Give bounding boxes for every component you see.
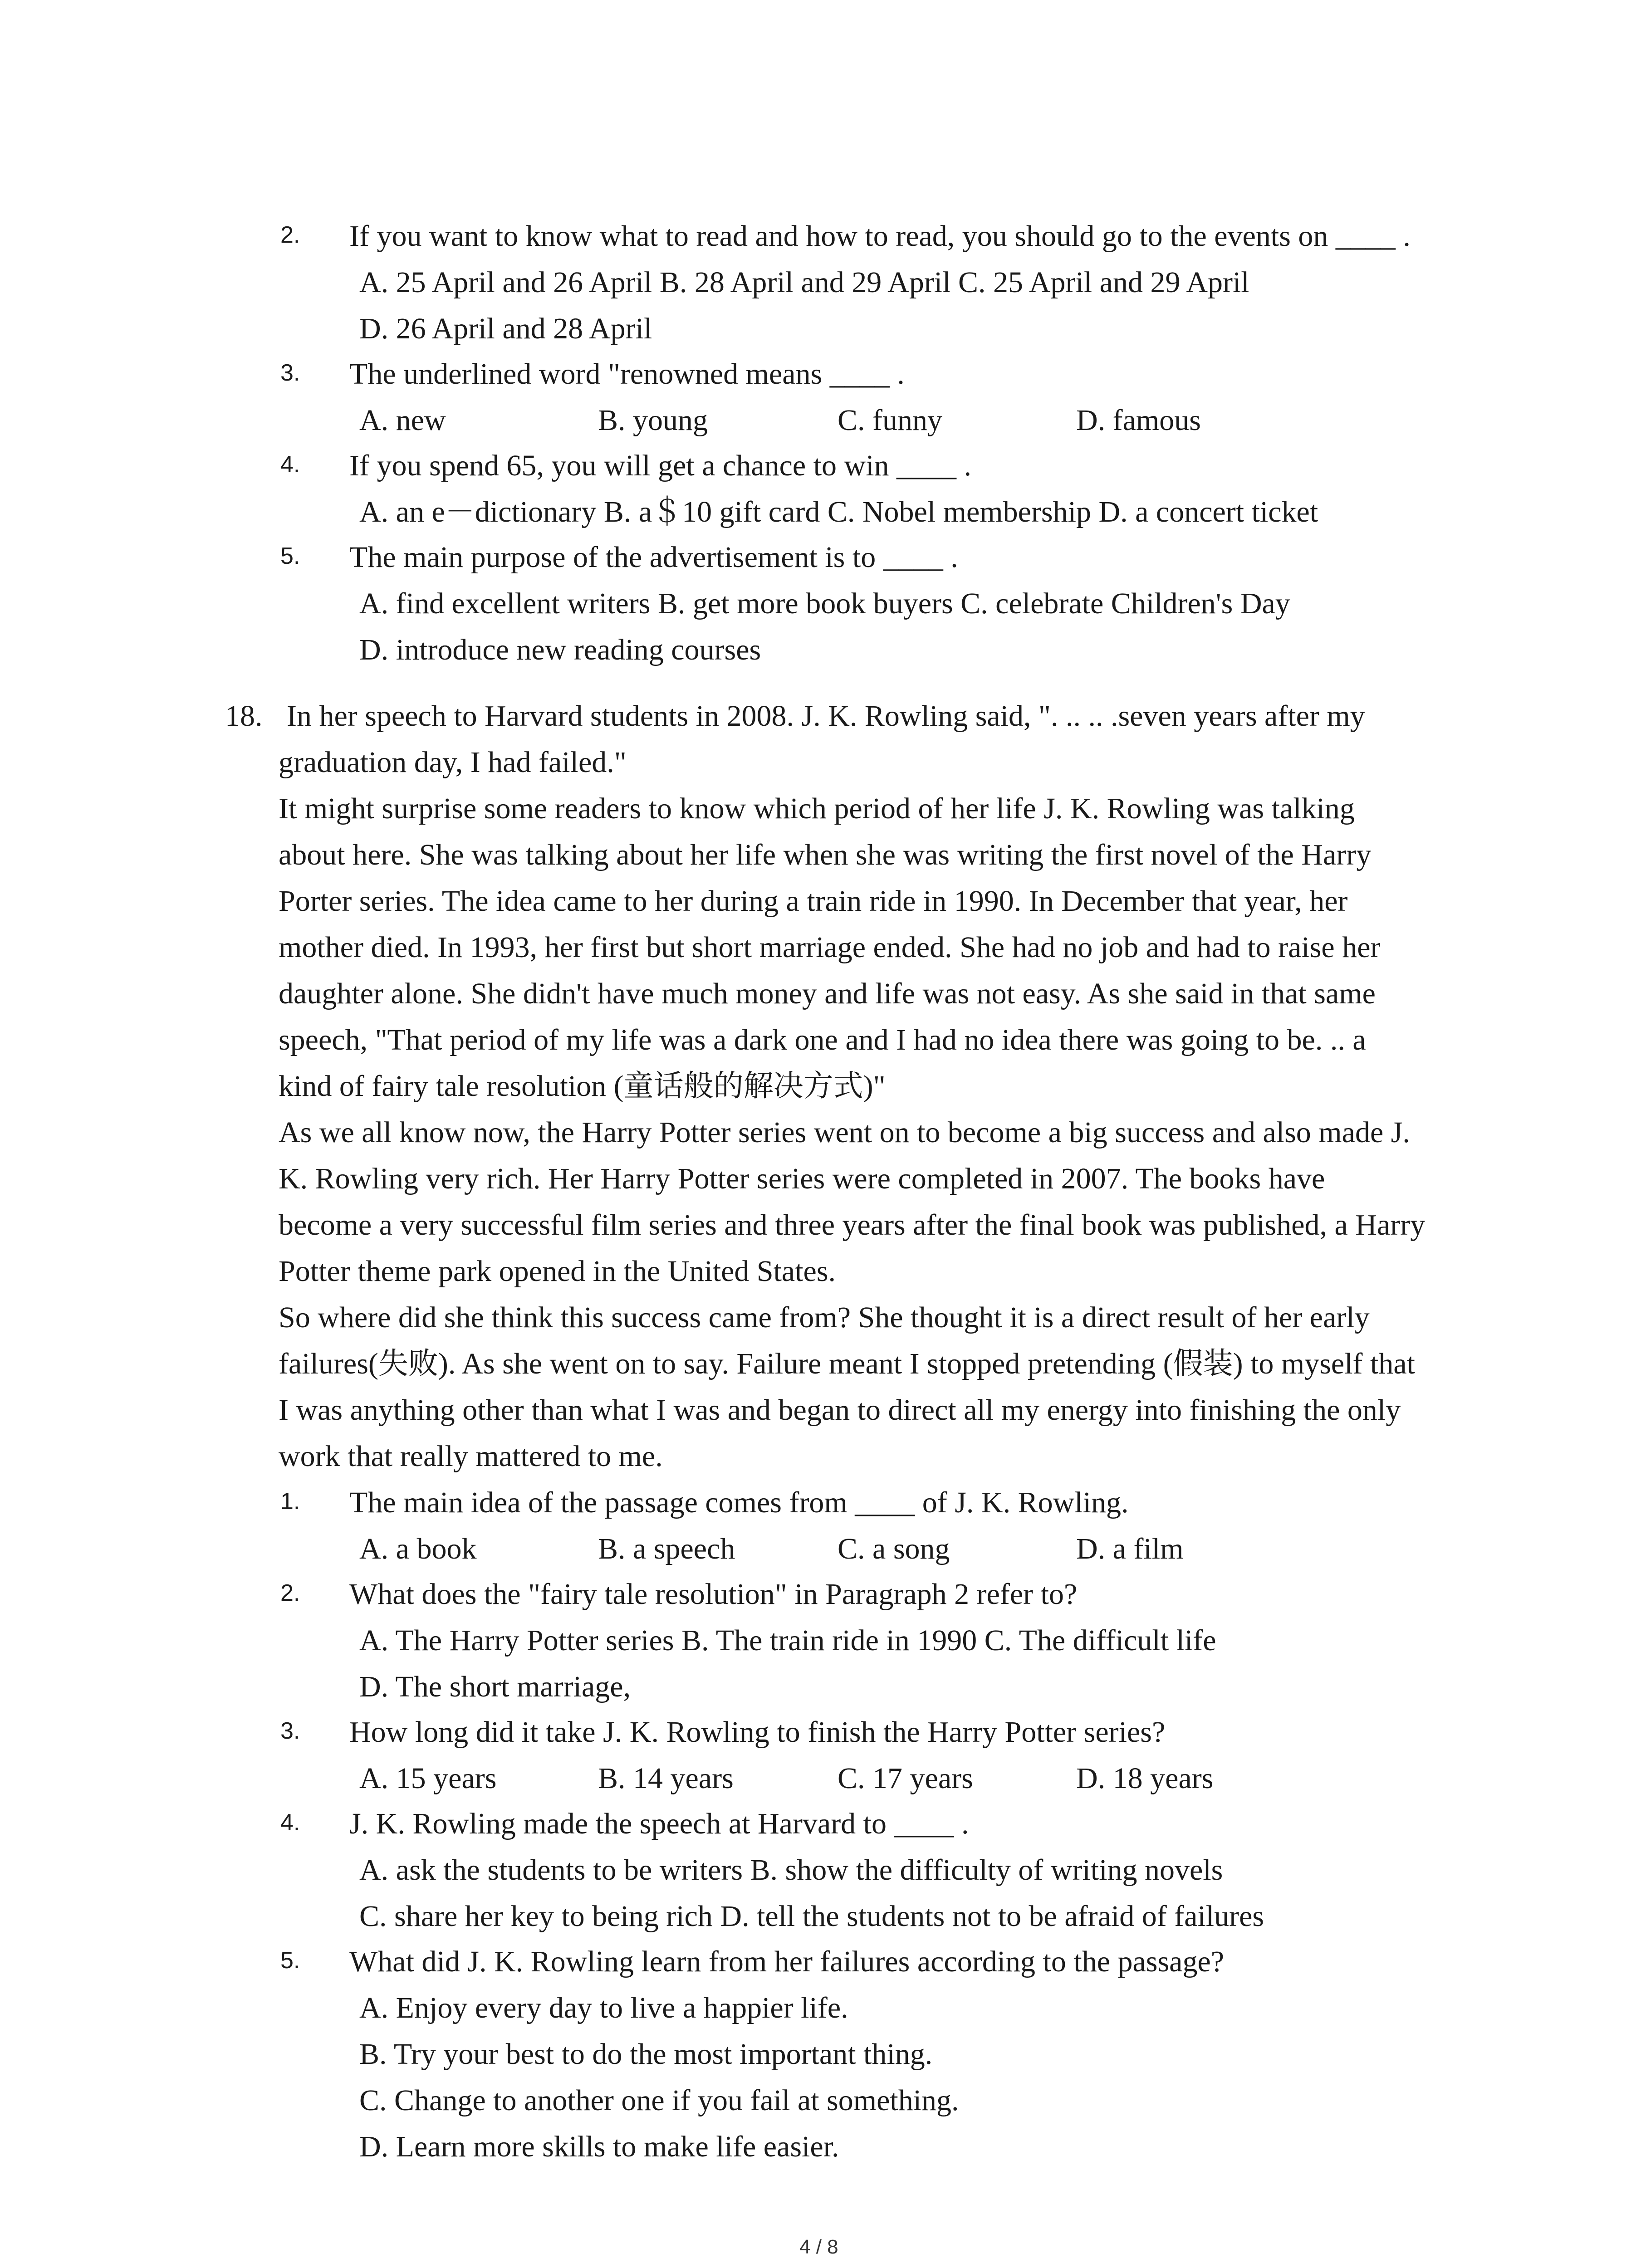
q18-4-number: 4. [280, 1809, 300, 1836]
q18-3-option-d: D. 18 years [1076, 1762, 1214, 1795]
q17-2-options-line2: D. 26 April and 28 April [359, 312, 652, 345]
q18-3-stem: How long did it take J. K. Rowling to finish the Harry Potter series? [349, 1716, 1166, 1749]
passage-line: In her speech to Harvard students in 2008. J. K. Rowling said, ". .. .. .seven years after my [287, 699, 1365, 733]
q17-4-stem: If you spend 65, you will get a chance to win ____ . [349, 449, 972, 482]
passage-line: speech, "That period of my life was a dark one and I had no idea there was going to be. .. a [279, 1023, 1366, 1056]
q17-2-options-line1: A. 25 April and 26 April B. 28 April and 29 April C. 25 April and 29 April [359, 266, 1249, 299]
page-number: 4 / 8 [799, 2236, 838, 2258]
q17-4-options-line1: A. an e－dictionary B. a＄10 gift card C. Nobel membership D. a concert ticket [359, 495, 1318, 528]
q18-5-stem: What did J. K. Rowling learn from her failures according to the passage? [349, 1945, 1225, 1978]
passage-line: kind of fairy tale resolution (童话般的解决方式)" [279, 1070, 886, 1103]
passage-line: It might surprise some readers to know which period of her life J. K. Rowling was talking [279, 792, 1355, 825]
passage-line: Porter series. The idea came to her during a train ride in 1990. In December that year, her [279, 885, 1348, 918]
q18-1-number: 1. [280, 1488, 300, 1515]
q18-number: 18. [225, 699, 263, 733]
q18-5-option-b: B. Try your best to do the most important thing. [359, 2038, 933, 2071]
q18-1-option-a: A. a book [359, 1532, 477, 1565]
q18-5-option-d: D. Learn more skills to make life easier. [359, 2130, 839, 2163]
q18-3-option-a: A. 15 years [359, 1762, 497, 1795]
q18-2-options-line1: A. The Harry Potter series B. The train ride in 1990 C. The difficult life [359, 1624, 1216, 1657]
q18-4-options-line1: A. ask the students to be writers B. show the difficulty of writing novels [359, 1853, 1223, 1887]
q17-3-number: 3. [280, 360, 300, 386]
q17-5-number: 5. [280, 543, 300, 569]
passage-line: As we all know now, the Harry Potter series went on to become a big success and also made J. [279, 1116, 1410, 1149]
passage-line: K. Rowling very rich. Her Harry Potter series were completed in 2007. The books have [279, 1162, 1325, 1195]
passage-line: about here. She was talking about her life when she was writing the first novel of the Harry [279, 838, 1372, 871]
q18-5-option-c: C. Change to another one if you fail at something. [359, 2084, 959, 2117]
passage-line: So where did she think this success came from? She thought it is a direct result of her early [279, 1301, 1370, 1334]
q18-1-option-d: D. a film [1076, 1532, 1184, 1565]
passage-line: graduation day, I had failed." [279, 746, 627, 779]
q17-3-option-b: B. young [598, 404, 708, 437]
q18-5-option-a: A. Enjoy every day to live a happier life. [359, 1991, 848, 2024]
passage-line: Potter theme park opened in the United States. [279, 1255, 836, 1288]
q18-4-stem: J. K. Rowling made the speech at Harvard to ____ . [349, 1807, 969, 1840]
q17-3-option-a: A. new [359, 404, 446, 437]
q17-3-option-d: D. famous [1076, 404, 1201, 437]
q18-1-stem: The main idea of the passage comes from ____ of J. K. Rowling. [349, 1486, 1129, 1519]
q17-5-stem: The main purpose of the advertisement is to ____ . [349, 541, 958, 574]
q18-1-option-c: C. a song [838, 1532, 950, 1565]
passage-line: work that really mattered to me. [279, 1440, 663, 1473]
q17-5-options-line1: A. find excellent writers B. get more book buyers C. celebrate Children's Day [359, 587, 1290, 620]
q18-3-number: 3. [280, 1718, 300, 1744]
q18-5-number: 5. [280, 1947, 300, 1974]
passage-line: daughter alone. She didn't have much money and life was not easy. As she said in that same [279, 977, 1376, 1010]
q17-3-stem: The underlined word "renowned means ____ . [349, 357, 905, 391]
q18-3-option-b: B. 14 years [598, 1762, 734, 1795]
q17-5-options-line2: D. introduce new reading courses [359, 633, 761, 666]
q18-3-option-c: C. 17 years [838, 1762, 973, 1795]
q18-4-options-line2: C. share her key to being rich D. tell the students not to be afraid of failures [359, 1900, 1264, 1933]
q18-2-number: 2. [280, 1580, 300, 1606]
q18-1-option-b: B. a speech [598, 1532, 735, 1565]
passage-line: become a very successful film series and three years after the final book was published, a Harry [279, 1208, 1425, 1242]
q18-2-stem: What does the "fairy tale resolution" in Paragraph 2 refer to? [349, 1578, 1078, 1611]
q17-2-number: 2. [280, 222, 300, 248]
passage-line: I was anything other than what I was and began to direct all my energy into finishing the only [279, 1393, 1401, 1427]
q17-3-option-c: C. funny [838, 404, 942, 437]
q18-2-options-line2: D. The short marriage, [359, 1670, 631, 1703]
q17-4-number: 4. [280, 451, 300, 478]
q17-2-stem: If you want to know what to read and how to read, you should go to the events on ____ . [349, 220, 1411, 253]
passage-line: mother died. In 1993, her first but short marriage ended. She had no job and had to raise her [279, 931, 1381, 964]
passage-line: failures(失败). As she went on to say. Failure meant I stopped pretending (假装) to myself that [279, 1347, 1416, 1380]
